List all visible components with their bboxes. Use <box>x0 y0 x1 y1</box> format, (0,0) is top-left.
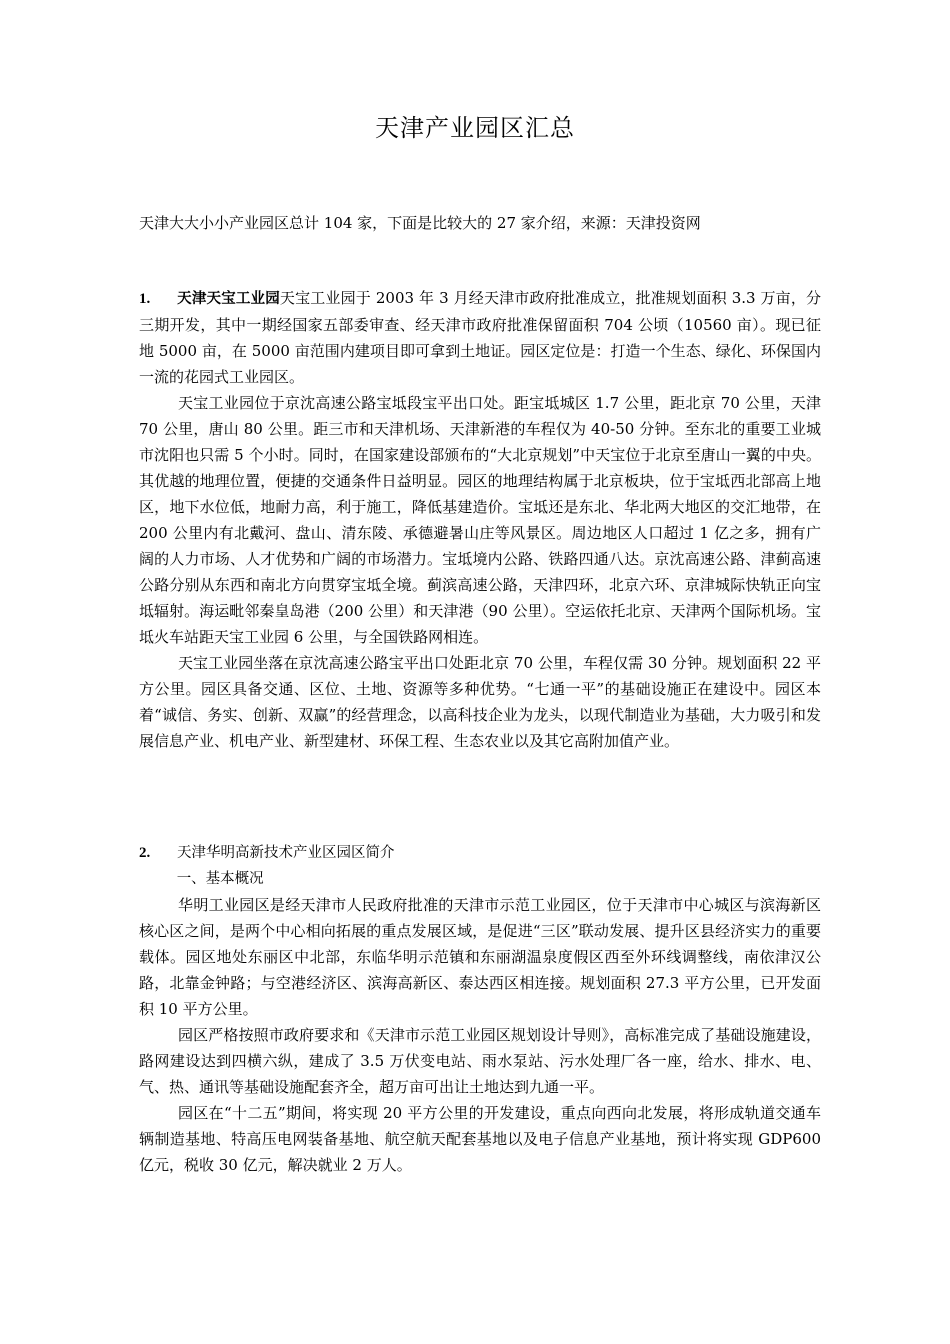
section-1-number: 1. <box>139 291 151 307</box>
section-2-number: 2. <box>139 845 151 861</box>
document-title: 天津产业园区汇总 <box>375 114 575 142</box>
section-1-paragraph: 天宝工业园位于京沈高速公路宝坻段宝平出口处。距宝坻城区 1.7 公里，距北京 70 公里，天津 70 公里，唐山 80 公里。距三市和天津机场、天津新港的车程仅为 40-50 分钟。至东北的重要工业城市沈阳也只需 5 个小时。同时，在国家建设部颁布的“大北京规划”中天宝位于北京至唐山一翼的中央。其优越的地理位置，便捷的交通条件日益明显。园区的地理结构属于北京板块，位于宝坻西北部高上地区，地下水位低，地耐力高，利于施工，降低基建造价。宝坻还是东北、华北两大地区的交汇地带，在 200 公里内有北戴河、盘山、清东陵、承德避暑山庄等风景区。周边地区人口超过 1 亿之多，拥有广阔的人力市场、人才优势和广阔的市场潜力。宝坻境内公路、铁路四通八达。京沈高速公路、津蓟高速公路分别从东西和南北方向贯穿宝坻全境。蓟滨高速公路，天津四环，北京六环、京津城际快轨正向宝坻辐射。海运毗邻秦皇岛港（200 公里）和天津港（90 公里）。空运依托北京、天津两个国际机场。宝坻火车站距天宝工业园 6 公里，与全国铁路网相连。 <box>139 394 821 646</box>
section-2-paragraph: 华明工业园区是经天津市人民政府批准的天津市示范工业园区，位于天津市中心城区与滨海新区核心区之间，是两个中心相向拓展的重点发展区域，是促进“三区”联动发展、提升区县经济实力的重要载体。园区地处东丽区中北部，东临华明示范镇和东丽湖温泉度假区西至外环线调整线，南依津汉公路，北靠金钟路；与空港经济区、滨海高新区、泰达西区相连接。规划面积 27.3 平方公里，已开发面积 10 平方公里。 <box>139 896 821 1018</box>
section-2 <box>139 839 821 1178</box>
section-1-lead-paragraph <box>139 285 821 390</box>
section-1-heading: 天津天宝工业园 <box>177 291 280 307</box>
section-2-paragraph: 园区严格按照市政府要求和《天津市示范工业园区规划设计导则》，高标准完成了基础设施建设，路网建设达到四横六纵，建成了 3.5 万伏变电站、雨水泵站、污水处理厂各一座，给水、排水、电、气、热、通讯等基础设施配套齐全，超万亩可出让土地达到九通一平。 <box>139 1026 821 1096</box>
section-1 <box>139 285 821 754</box>
intro-text: 天津大大小小产业园区总计 104 家，下面是比较大的 27 家介绍，来源：天津投资网 <box>139 214 701 232</box>
section-1-lead-text: 天宝工业园于 2003 年 3 月经天津市政府批准成立，批准规划面积 3.3 万亩，分三期开发，其中一期经国家五部委审查、经天津市政府批准保留面积 704 公顷（10560 亩）。现已征地 5000 亩，在 5000 亩范围内建项目即可拿到土地证。园区定位是：打造一个生态、绿化、环保国内一流的花园式工业园区。 <box>139 289 822 386</box>
section-2-heading: 天津华明高新技术产业区园区简介 <box>177 845 395 861</box>
section-1-paragraph: 天宝工业园坐落在京沈高速公路宝平出口处距北京 70 公里，车程仅需 30 分钟。规划面积 22 平方公里。园区具备交通、区位、土地、资源等多种优势。“七通一平”的基础设施正在建设中。园区本着“诚信、务实、创新、双赢”的经营理念，以高科技企业为龙头，以现代制造业为基础，大力吸引和发展信息产业、机电产业、新型建材、环保工程、生态农业以及其它高附加值产业。 <box>139 654 821 750</box>
section-2-paragraph: 园区在“十二五”期间，将实现 20 平方公里的开发建设，重点向西向北发展，将形成轨道交通车辆制造基地、特高压电网装备基地、航空航天配套基地以及电子信息产业基地，预计将实现 GDP600 亿元，税收 30 亿元，解决就业 2 万人。 <box>139 1104 821 1174</box>
section-2-subheading: 一、基本概况 <box>176 871 264 887</box>
section-2-heading-line <box>139 839 821 866</box>
